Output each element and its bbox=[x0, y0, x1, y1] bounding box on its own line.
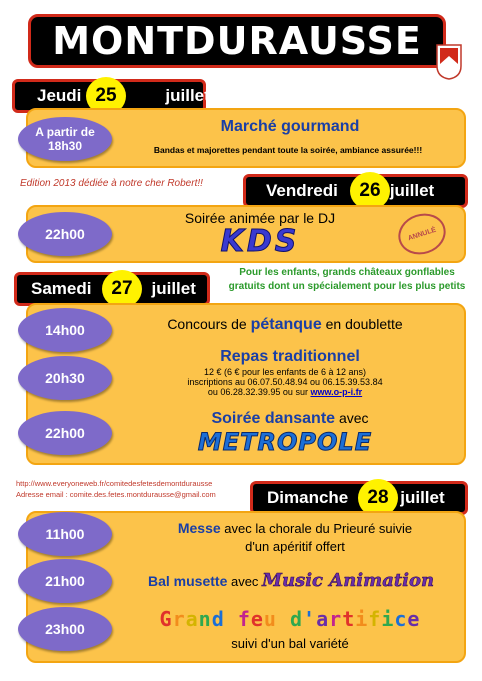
time-label: 11h00 bbox=[45, 526, 85, 542]
event-feu: Grand feu d'artifice bbox=[159, 607, 421, 631]
event-marche-sub: Bandas et majorettes pendant toute la soirée, ambiance assurée!!! bbox=[153, 145, 423, 155]
day-number: 25 bbox=[95, 85, 117, 106]
time-oval-jeudi bbox=[18, 117, 112, 161]
time-label: 20h30 bbox=[45, 370, 85, 386]
concours-word: pétanque bbox=[250, 316, 322, 333]
day-name: Samedi bbox=[31, 279, 92, 298]
dj-name: KDS bbox=[220, 224, 300, 259]
day-name: Dimanche bbox=[267, 488, 349, 507]
feu-sub: suivi d'un bal variété bbox=[231, 636, 349, 651]
bal-label: Bal musette bbox=[148, 573, 228, 589]
time-oval-samedi-3 bbox=[18, 411, 112, 455]
time-label: 14h00 bbox=[45, 322, 85, 338]
page-title: MONTDURAUSSE bbox=[52, 19, 422, 63]
dansante-avec: avec bbox=[335, 410, 369, 426]
children-note-line2: gratuits dont un spécialement pour les plus petits bbox=[228, 281, 466, 292]
stamp-text: ANNULÉ bbox=[407, 226, 437, 242]
day-number: 28 bbox=[367, 487, 389, 508]
email-address[interactable]: Adresse email : comite.des.fetes.montdurausse@gmail.com bbox=[16, 490, 216, 499]
time-oval-vendredi bbox=[18, 212, 112, 256]
concours-suffix: en doublette bbox=[321, 316, 403, 332]
children-note bbox=[222, 266, 472, 294]
messe-line2: d'un apéritif offert bbox=[245, 539, 345, 554]
repas-details bbox=[130, 367, 440, 397]
messe-label: Messe bbox=[177, 520, 221, 536]
event-dj: Soirée animée par le DJ bbox=[184, 210, 336, 226]
time-label: 23h00 bbox=[45, 621, 85, 637]
concours-prefix: Concours de bbox=[167, 316, 251, 332]
repas-price: 12 € (6 € pour les enfants de 6 à 12 ans) bbox=[203, 367, 367, 377]
repas-link[interactable]: www.o-p-i.fr bbox=[310, 387, 363, 397]
time-label-line1: A partir de bbox=[35, 125, 95, 139]
day-month: juillet bbox=[389, 181, 435, 200]
event-bal bbox=[148, 570, 468, 591]
event-messe bbox=[130, 519, 460, 556]
day-number: 26 bbox=[359, 180, 381, 201]
website-link[interactable]: http://www.everyoneweb.fr/comitedesfetesdemontdurausse bbox=[16, 479, 213, 488]
event-marche: Marché gourmand bbox=[220, 118, 360, 135]
time-oval-dimanche-1 bbox=[18, 512, 112, 556]
time-label: 21h00 bbox=[45, 573, 85, 589]
event-petanque bbox=[130, 316, 440, 334]
time-label: 22h00 bbox=[45, 425, 85, 441]
band-metropole: METROPOLE bbox=[197, 428, 373, 456]
village-crest-icon bbox=[436, 44, 462, 80]
event-repas: Repas traditionnel bbox=[220, 348, 360, 365]
dansante-label: Soirée dansante bbox=[211, 410, 336, 427]
day-name: Vendredi bbox=[266, 181, 338, 200]
time-oval-dimanche-3 bbox=[18, 607, 112, 651]
time-oval-samedi-1 bbox=[18, 308, 112, 352]
repas-phone-2: ou 06.28.32.39.95 ou sur bbox=[207, 387, 311, 397]
time-label: 22h00 bbox=[45, 226, 85, 242]
day-month: juillet bbox=[151, 279, 196, 298]
day-month: juillet bbox=[400, 488, 445, 507]
day-month: juillet bbox=[165, 86, 210, 105]
time-oval-dimanche-2 bbox=[18, 559, 112, 603]
bal-band: Music Animation bbox=[262, 570, 435, 591]
repas-phone-1: inscriptions au 06.07.50.48.94 ou 06.15.39.53.84 bbox=[187, 377, 383, 387]
title-banner bbox=[28, 14, 446, 68]
day-number: 27 bbox=[111, 278, 133, 299]
messe-rest: avec la chorale du Prieuré suivie bbox=[220, 521, 413, 536]
time-label-line2: 18h30 bbox=[47, 139, 82, 153]
day-name: Jeudi bbox=[37, 86, 82, 105]
dedication-text: Edition 2013 dédiée à notre cher Robert!! bbox=[20, 178, 203, 189]
time-oval-samedi-2 bbox=[18, 356, 112, 400]
children-note-line1: Pour les enfants, grands châteaux gonflables bbox=[239, 267, 455, 278]
event-dansante bbox=[160, 410, 420, 428]
contact-info bbox=[16, 478, 216, 500]
bal-avec: avec bbox=[227, 574, 263, 589]
